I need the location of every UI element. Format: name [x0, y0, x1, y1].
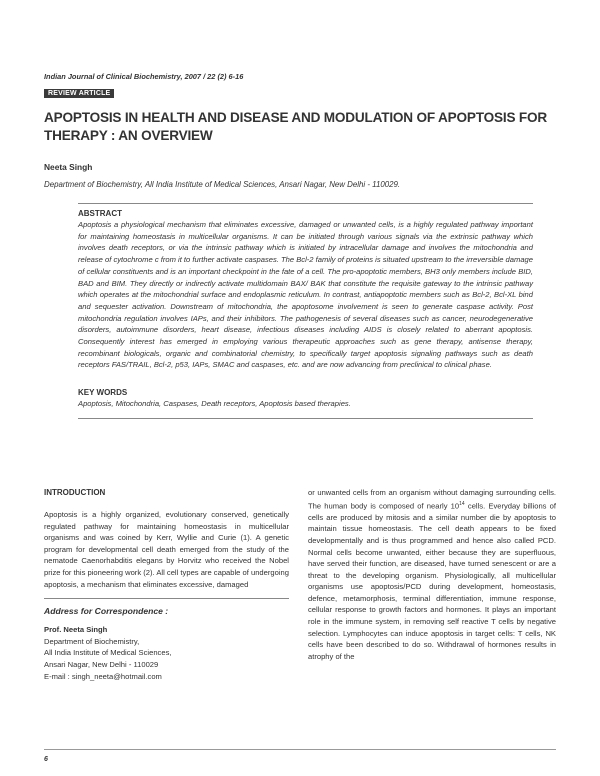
intro-right-part-b: cells. Everyday billions of cells are produced by mitosis and a similar number die by apoptosis to maintain tissue homeostasis. The cell death appears to be fixed developmentally and is thus programmed and hence also called PCD. Normal cells become unwanted, either because they are superfluous, have served their function, are diseased, have turned senescent or are a threat to the developing organism. Physiologically, all multicellular organisms use apoptosis/PCD during development, homeostasis, defence, metamorphosis, terminal differentiation, immune response, cellular response to growth factors and hormones. It plays an important role in the immune system, in removing self reactive T cells by negative selection. Lymphocytes can induce apoptosis in target cells: T cells, NK cells have been described to do so. Withdrawal of hormones results in atrophy of the	[308, 501, 556, 661]
abstract-bottom-rule	[78, 418, 533, 419]
right-column	[308, 487, 556, 662]
abstract-heading: ABSTRACT	[78, 209, 122, 218]
abstract-top-rule	[78, 203, 533, 204]
keywords-heading: KEY WORDS	[78, 388, 128, 398]
introduction-left-text: Apoptosis is a highly organized, evolutionary conserved, genetically regulated pathway for maintaining homeostasis in multicellular organisms and was coined by Kerr, Wyllie and Curie (1). A genetic program for developmental cell death emerged from the study of the nematode Caenorhabditis elegans by Horvitz who received the Nobel prize for this pioneering work (2). All cell types are capable of undergoing apoptosis, a mechanism that eliminates excessive, damaged	[44, 510, 289, 589]
footer-rule	[44, 749, 556, 750]
article-title: APOPTOSIS IN HEALTH AND DISEASE AND MODULATION OF APOPTOSIS FOR THERAPY : AN OVERVIEW	[44, 110, 547, 143]
correspondence-line: All India Institute of Medical Sciences,	[44, 648, 172, 658]
exponent: 14	[459, 500, 465, 507]
left-column	[44, 487, 289, 682]
author-name: Neeta Singh	[44, 162, 93, 172]
correspondence-address	[44, 624, 289, 682]
introduction-heading: INTRODUCTION	[44, 488, 106, 497]
author-affiliation: Department of Biochemistry, All India Institute of Medical Sciences, Ansari Nagar, New Delhi - 110029.	[44, 180, 401, 189]
intro-right-part-a: or unwanted cells from an organism without damaging surrounding cells. The human body is composed of nearly 10	[308, 488, 556, 511]
correspondence-heading: Address for Correspondence :	[44, 606, 169, 617]
page-number: 6	[44, 756, 48, 763]
correspondence-rule	[44, 598, 289, 599]
correspondence-line: Department of Biochemistry,	[44, 636, 140, 646]
keywords-text: Apoptosis, Mitochondria, Caspases, Death receptors, Apoptosis based therapies.	[78, 399, 351, 409]
introduction-right-text	[308, 487, 556, 662]
correspondence-line: Ansari Nagar, New Delhi - 110029	[44, 659, 159, 669]
abstract-text: Apoptosis a physiological mechanism that eliminates excessive, damaged or unwanted cells, is a highly regulated pathway important for maintaining homeostasis in multicellular organisms. It can be initiated through various signals via the extrinsic pathway which involves death receptors, or via the intrinsic pathway which is initiated by intracellular damage and involves the mitochondria and release of cytochrome c from it to further activate caspases. The Bcl-2 family of proteins is situated upstream to the irreversible damage of cellular constituents and is an important checkpoint in the fate of a cell. The pro-apoptotic members, BH3 only members include BID, BAD and BIM. They directly or indirectly activate multidomain BAX/ BAK that constitute the requisite gateway to the intrinsic pathway which operates at the mitochondrial surface and endoplasmic reticulum. In contrast, antiapoptotic members such as Bcl-2, Bcl-XL bind and sequester activation. Downstream of mitochondria, the apoptosome involvement is seen to generate caspase activity. Post mitochondria regulation involves IAPs, and their inhibitors. The pathogenesis of several diseases such as cancer, neurodegenerative disorders, autoimmune disorders, heart disease, infectious diseases including AIDS is closely related to aberrant apoptosis. Consequently interest has emerged in employing various therapeutic approaches such as gene therapy, antisense therapy, recombinant biologicals, organic and combinatorial chemistry, to specifically target apoptosis signaling pathways such as death receptors FAS/TRAIL, Bcl-2, p53, IAPs, SMAC and caspases, etc. and are now advancing from preclinical to clinical phase.	[78, 220, 533, 370]
abstract-section	[78, 203, 533, 419]
correspondence-email: E-mail : singh_neeta@hotmail.com	[44, 671, 162, 681]
correspondence-name: Prof. Neeta Singh	[44, 625, 108, 635]
review-article-badge: REVIEW ARTICLE	[44, 89, 114, 98]
journal-citation: Indian Journal of Clinical Biochemistry, 2007 / 22 (2) 6-16	[44, 72, 244, 81]
